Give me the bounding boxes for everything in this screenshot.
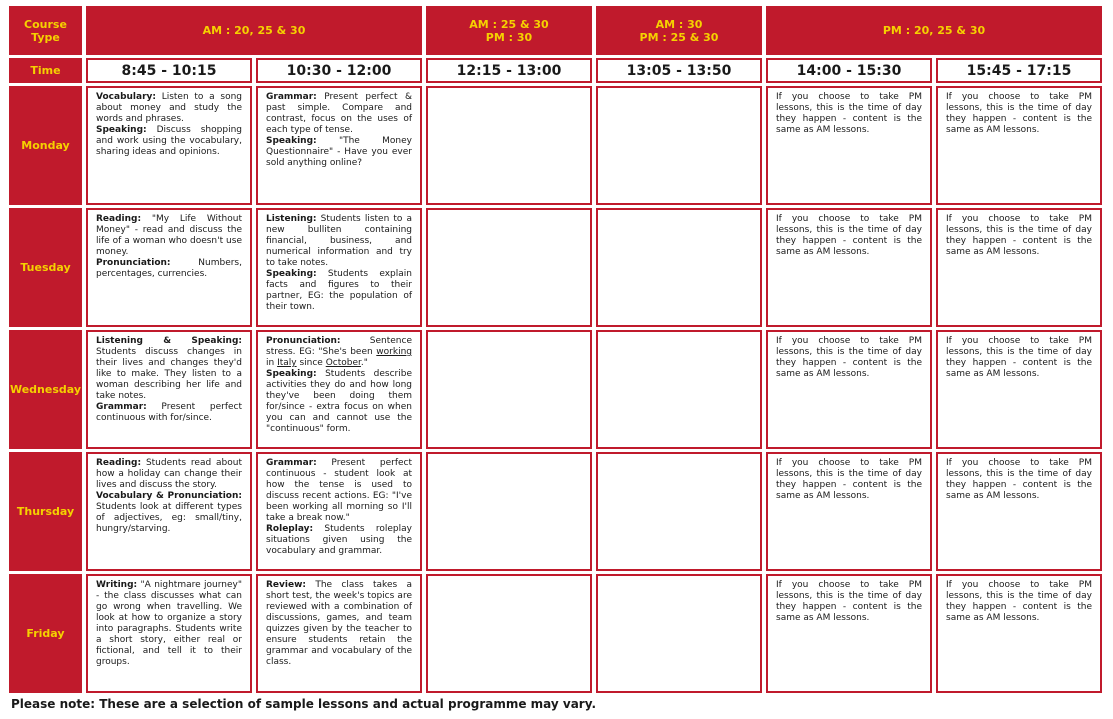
lesson-label: Listening & Speaking: <box>96 336 242 346</box>
lesson-text: Present perfect & past simple. Compare and contrast, focus on the uses of each type of tense. <box>266 92 412 135</box>
lesson-text: in <box>266 358 278 368</box>
day-label-tuesday: Tuesday <box>9 208 82 327</box>
lesson-thursday-slot-3 <box>426 452 592 571</box>
lesson-monday-slot-3 <box>426 86 592 205</box>
lesson-label: Reading: <box>96 214 142 224</box>
lesson-text: ." <box>360 358 368 368</box>
lesson-tuesday-slot-5: If you choose to take PM lessons, this is the time of day they happen - content is the same as AM lessons. <box>766 208 932 327</box>
lesson-text: Students discuss changes in their lives and changes they'd like to make. They listen to a woman describing her life and take notes. <box>96 347 242 401</box>
lesson-wednesday-slot-5: If you choose to take PM lessons, this is the time of day they happen - content is the same as AM lessons. <box>766 330 932 449</box>
group-header-am30-pm25: AM : 30 PM : 25 & 30 <box>596 6 762 55</box>
lesson-friday-slot-4 <box>596 574 762 693</box>
lesson-wednesday-slot-3 <box>426 330 592 449</box>
lesson-thursday-slot-4 <box>596 452 762 571</box>
group-header-am25-pm30: AM : 25 & 30 PM : 30 <box>426 6 592 55</box>
lesson-text: Students read about how a holiday can change their lives and discuss the story. <box>96 458 242 490</box>
lesson-thursday-slot-1 <box>86 452 252 571</box>
lesson-label: Writing: <box>96 580 138 590</box>
footer-note: Please note: These are a selection of sample lessons and actual programme may vary. <box>11 697 597 711</box>
lesson-label: Vocabulary: <box>96 92 156 102</box>
stressed-word: Italy <box>277 358 297 368</box>
lesson-text: "My Life Without Money" - read and discuss the life of a woman who doesn't use money. <box>96 214 242 257</box>
day-label-friday: Friday <box>9 574 82 693</box>
lesson-wednesday-slot-6: If you choose to take PM lessons, this is the time of day they happen - content is the same as AM lessons. <box>936 330 1102 449</box>
lesson-wednesday-slot-4 <box>596 330 762 449</box>
course-type-header: Course Type <box>9 6 82 55</box>
lesson-text: Students look at different types of adjectives, eg: small/tiny, hungry/starving. <box>96 502 242 534</box>
lesson-label: Pronunciation: <box>266 336 341 346</box>
lesson-wednesday-slot-1 <box>86 330 252 449</box>
stressed-word: working <box>376 347 412 357</box>
lesson-label: Speaking: <box>266 369 317 379</box>
lesson-monday-slot-4 <box>596 86 762 205</box>
time-slot-2: 10:30 - 12:00 <box>256 58 422 83</box>
lesson-monday-slot-5: If you choose to take PM lessons, this is the time of day they happen - content is the same as AM lessons. <box>766 86 932 205</box>
timetable <box>9 6 1102 693</box>
group-header-am-20-25-30: AM : 20, 25 & 30 <box>86 6 422 55</box>
time-slot-1: 8:45 - 10:15 <box>86 58 252 83</box>
lesson-friday-slot-2 <box>256 574 422 693</box>
lesson-text: Listen to a song about money and study the words and phrases. <box>96 92 242 124</box>
lesson-label: Review: <box>266 580 307 590</box>
time-slot-6: 15:45 - 17:15 <box>936 58 1102 83</box>
time-slot-3: 12:15 - 13:00 <box>426 58 592 83</box>
time-header: Time <box>9 58 82 83</box>
day-label-monday: Monday <box>9 86 82 205</box>
lesson-text: The class takes a short test, the week's topics are reviewed with a combination of discussions, games, and team quizzes given by the teacher to ensure students retain the grammar and vocabulary of the class. <box>266 580 412 667</box>
lesson-label: Grammar: <box>96 402 147 412</box>
lesson-thursday-slot-6: If you choose to take PM lessons, this is the time of day they happen - content is the same as AM lessons. <box>936 452 1102 571</box>
lesson-text: Numbers, percentages, currencies. <box>96 258 242 279</box>
lesson-text: Students listen to a new bulliten containing financial, business, and numerical information and try to take notes. <box>266 214 412 268</box>
lesson-wednesday-slot-2 <box>256 330 422 449</box>
lesson-friday-slot-1 <box>86 574 252 693</box>
day-label-wednesday: Wednesday <box>9 330 82 449</box>
lesson-label: Grammar: <box>266 458 317 468</box>
lesson-text: Present perfect continuous with for/since. <box>96 402 242 423</box>
lesson-friday-slot-3 <box>426 574 592 693</box>
lesson-label: Pronunciation: <box>96 258 171 268</box>
lesson-friday-slot-6: If you choose to take PM lessons, this is the time of day they happen - content is the same as AM lessons. <box>936 574 1102 693</box>
lesson-text: Sentence stress. EG: "She's been <box>266 336 412 357</box>
lesson-tuesday-slot-2 <box>256 208 422 327</box>
time-slot-5: 14:00 - 15:30 <box>766 58 932 83</box>
lesson-monday-slot-6: If you choose to take PM lessons, this is the time of day they happen - content is the same as AM lessons. <box>936 86 1102 205</box>
lesson-label: Roleplay: <box>266 524 314 534</box>
lesson-label: Reading: <box>96 458 142 468</box>
lesson-text: Students explain facts and figures to their partner, EG: the population of their town. <box>266 269 412 312</box>
lesson-text: since <box>296 358 326 368</box>
lesson-tuesday-slot-3 <box>426 208 592 327</box>
lesson-text: "A nightmare journey" - the class discusses what can go wrong when travelling. We look at how to organize a story into paragraphs. Students write a short story, either real or fictional, and tell it to their groups. <box>96 580 242 667</box>
group-header-pm-20-25-30: PM : 20, 25 & 30 <box>766 6 1102 55</box>
lesson-text: Discuss shopping and work using the vocabulary, sharing ideas and opinions. <box>96 125 242 157</box>
stressed-word: October <box>325 358 361 368</box>
lesson-label: Speaking: <box>266 269 317 279</box>
lesson-text: Present perfect continuous - student look at how the tense is used to discuss recent actions. EG: "I've been working all morning so I'll take a break now." <box>266 458 412 523</box>
lesson-text: Students roleplay situations given using the vocabulary and grammar. <box>266 524 412 556</box>
lesson-label: Listening: <box>266 214 317 224</box>
day-label-thursday: Thursday <box>9 452 82 571</box>
lesson-friday-slot-5: If you choose to take PM lessons, this is the time of day they happen - content is the same as AM lessons. <box>766 574 932 693</box>
lesson-monday-slot-1 <box>86 86 252 205</box>
lesson-label: Speaking: <box>96 125 147 135</box>
lesson-label: Grammar: <box>266 92 317 102</box>
lesson-tuesday-slot-4 <box>596 208 762 327</box>
lesson-thursday-slot-2 <box>256 452 422 571</box>
lesson-tuesday-slot-6: If you choose to take PM lessons, this is the time of day they happen - content is the same as AM lessons. <box>936 208 1102 327</box>
lesson-monday-slot-2 <box>256 86 422 205</box>
lesson-text: Students describe activities they do and how long they've been doing them for/since - extra focus on when you can and cannot use the "continuous" form. <box>266 369 412 434</box>
lesson-thursday-slot-5: If you choose to take PM lessons, this is the time of day they happen - content is the same as AM lessons. <box>766 452 932 571</box>
lesson-label: Vocabulary & Pronunciation: <box>96 491 242 501</box>
lesson-text: "The Money Questionnaire" - Have you ever sold anything online? <box>266 136 412 168</box>
time-slot-4: 13:05 - 13:50 <box>596 58 762 83</box>
lesson-tuesday-slot-1 <box>86 208 252 327</box>
lesson-label: Speaking: <box>266 136 317 146</box>
